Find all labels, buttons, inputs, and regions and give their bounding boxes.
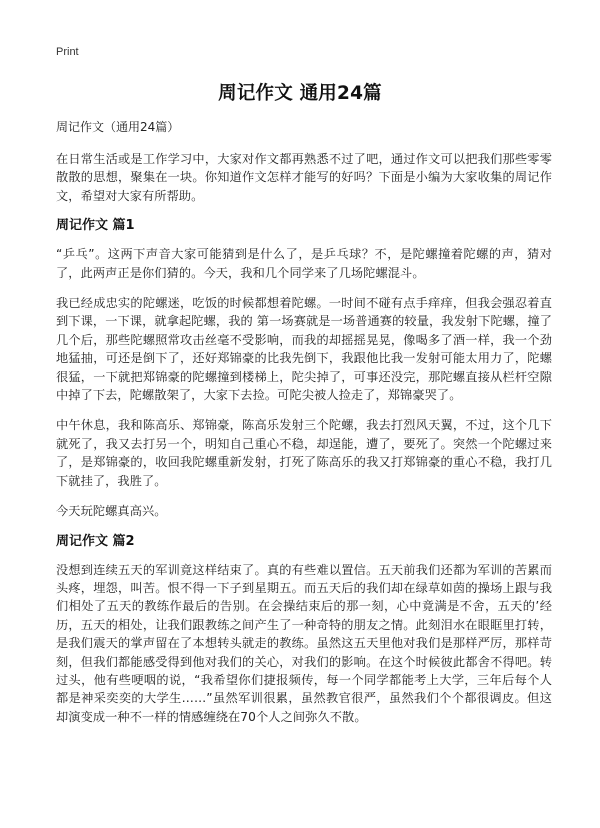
section-heading-1: 周记作文 篇1 [56, 218, 135, 234]
section-1-paragraph-4: 今天玩陀螺真高兴。 [56, 504, 167, 519]
page-title: 周记作文 通用24篇 [218, 83, 382, 104]
intro-paragraph: 在日常生活或是工作学习中，大家对作文都再熟悉不过了吧，通过作文可以把我们那些零零散散的思想，聚集在一块。你知道作文怎样才能写的好吗？下面是小编为大家收集的周记作文，希望对大家有所帮助。 [56, 152, 552, 203]
section-1-paragraph-2: 我已经成忠实的陀螺迷，吃饭的时候都想着陀螺。一时间不碰有点手痒痒，但我会强忍着直到下课，一下课，就拿起陀螺，我的 第一场赛就是一场普通赛的较量，我发射下陀螺，撞了几个后，那些陀螺照常攻击丝毫不受影响，而我的却摇摇晃晃，像喝多了酒一样，我一个劲地猛抽，可还是倒下了，还好郑锦豪的比我先倒下，我跟他比我一发射可能太用力了，陀螺很猛，一下就把郑锦豪的陀螺撞到楼梯上，陀尖掉了，可事还没完，那陀螺直接从栏杆空隙中掉了下去，陀螺散架了，大家下去捡。可陀尖被人捡走了，郑锦豪哭了。 [56, 296, 552, 403]
section-2-paragraph-1: 没想到连续五天的军训竟这样结束了。真的有些难以置信。五天前我们还都为军训的苦累而头疼，埋怨，叫苦。恨不得一下子到星期五。而五天后的我们却在绿草如茵的操场上跟与我们相处了五天的教练作最后的告别。在会操结束后的那一刻，心中竟满是不舍，五天的’经历，五天的相处，让我们跟教练之间产生了一种奇特的朋友之情。此刻泪水在眼眶里打转，是我们震天的掌声留在了本想转头就走的教练。虽然这五天里他对我们是那样严厉，那样苛刻，但我们都能感受得到他对我们的关心，对我们的影响。在这个时候彼此都舍不得吧。转过头，他有些哽咽的说，“我希望你们捷报频传，每一个同学都能考上大学，三年后每个人都是神采奕奕的大学生……”虽然军训很累，虽然教官很严，虽然我们个个都很调皮。但这却演变成一种不一样的情感缠绕在70个人之间弥久不散。 [56, 562, 552, 724]
document-subtitle: 周记作文（通用24篇） [56, 120, 180, 134]
section-1-paragraph-3: 中午休息，我和陈高乐、郑锦豪，陈高乐发射三个陀螺，我去打烈风天翼，不过，这个几下就死了，我又去打另一个，明知自己重心不稳，却逞能，遭了，要死了。突然一个陀螺过来了，是郑锦豪的，收回我陀螺重新发射，打死了陈高乐的我又打郑锦豪的重心不稳，我打几下就挂了，我胜了。 [56, 418, 552, 488]
print-label: Print [56, 46, 79, 58]
document-body [56, 118, 552, 738]
section-1-paragraph-1: “乒乓”。这两下声音大家可能猜到是什么了，是乒乓球？不，是陀螺撞着陀螺的声，猜对了，此两声正是你们猜的。今天，我和几个同学来了几场陀螺混斗。 [56, 247, 552, 280]
section-heading-2: 周记作文 篇2 [56, 533, 135, 549]
